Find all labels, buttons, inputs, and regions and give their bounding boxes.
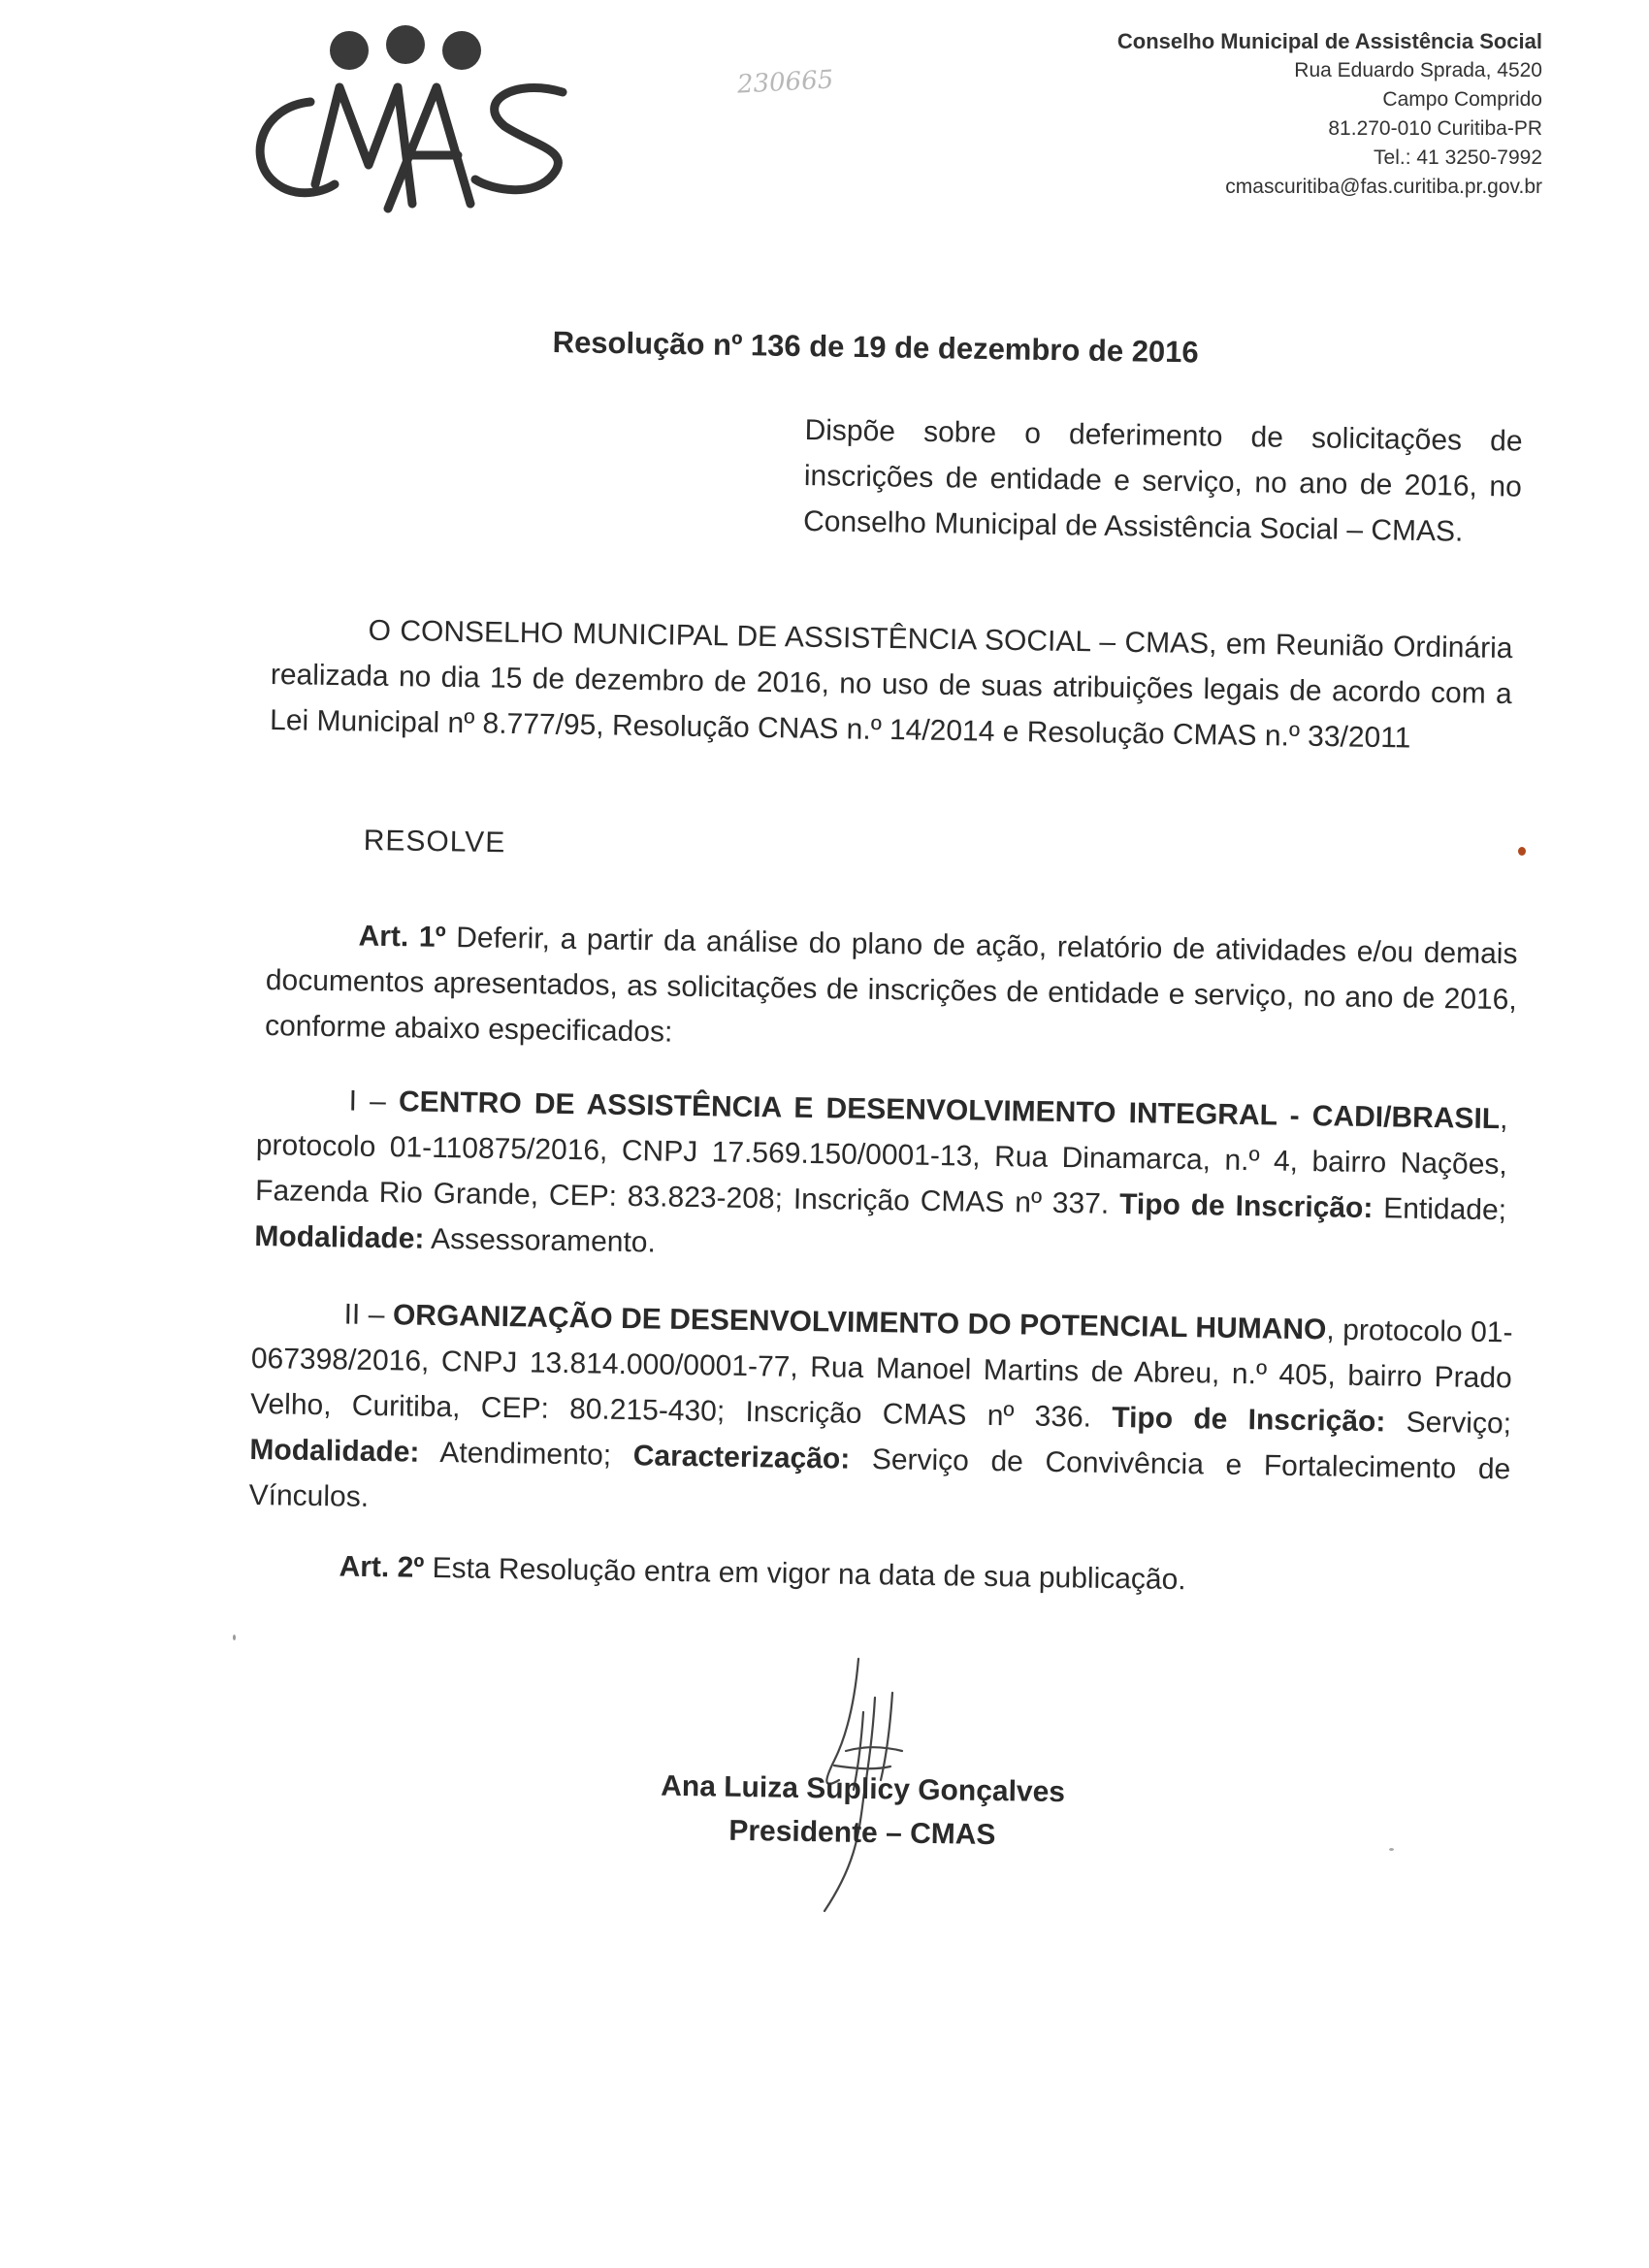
scan-speck (233, 1635, 236, 1640)
item-1 (254, 1077, 1508, 1279)
item-2-tipo-label: Tipo de Inscrição: (1112, 1401, 1386, 1439)
signature-block (620, 1764, 1106, 1859)
letterhead (1117, 27, 1542, 202)
preamble (270, 606, 1513, 762)
article-2-label: Art. 2º (339, 1550, 425, 1584)
email: cmascuritiba@fas.curitiba.pr.gov.br (1225, 176, 1542, 198)
ementa: Dispõe sobre o deferimento de solicitações de inscrições de entidade e serviço, no ano de 2016, no Conselho Municipal de Assistência Social – CMAS. (802, 413, 1523, 548)
item-1-details: , protocolo 01-110875/2016, CNPJ 17.569.150/0001-13, Rua Dinamarca, n.º 4, bairro Nações, Fazenda Rio Grande, CEP: 83.823-208; Inscrição CMAS nº 337. (254, 1103, 1508, 1220)
scan-speck (1518, 847, 1526, 856)
item-2-modalidade-value: Atendimento; (419, 1436, 634, 1473)
cmas-logo-icon (242, 19, 592, 218)
article-1-text: Deferir, a partir da análise do plano de ação, relatório de atividades e/ou demais documentos apresentados, as solicitações de inscrições de entidade e serviço, no ano de 2016, conforme abaixo especificados: (264, 921, 1518, 1049)
article-1-label: Art. 1º (358, 920, 446, 954)
item-2-caracterizacao-value: Serviço de Convivência e Fortalecimento de Vínculos. (248, 1442, 1511, 1513)
item-1-name: CENTRO DE ASSISTÊNCIA E DESENVOLVIMENTO INTEGRAL - CADI/BRASIL (398, 1085, 1501, 1136)
address-street: Rua Eduardo Sprada, 4520 (1294, 59, 1542, 81)
signer-name: Ana Luiza Suplicy Gonçalves (660, 1769, 1066, 1809)
item-2 (248, 1290, 1513, 1538)
item-1-prefix: I – (348, 1085, 400, 1118)
item-1-modalidade-label: Modalidade: (254, 1219, 425, 1255)
item-1-modalidade-value: Assessoramento. (424, 1222, 657, 1259)
scan-speck (1389, 1848, 1394, 1851)
preamble-text: O CONSELHO MUNICIPAL DE ASSISTÊNCIA SOCIAL – CMAS, em Reunião Ordinária realizada no dia 15 de dezembro de 2016, no uso de suas atribuições legais de acordo com a Lei Municipal nº 8.777/95, Resolução CNAS n.º 14/2014 e Resolução CMAS n.º 33/2011 (269, 614, 1513, 755)
page-title: Resolução nº 136 de 19 de dezembro de 2016 (552, 325, 1199, 370)
item-2-modalidade-label: Modalidade: (249, 1433, 420, 1469)
item-1-tipo-label: Tipo de Inscrição: (1118, 1187, 1374, 1225)
article-2-text: Esta Resolução entra em vigor na data de sua publicação. (424, 1551, 1186, 1597)
item-1-tipo-value: Entidade; (1373, 1192, 1507, 1227)
organization-name: Conselho Municipal de Assistência Social (1116, 29, 1542, 53)
item-2-tipo-value: Serviço; (1385, 1406, 1512, 1441)
address-city: 81.270-010 Curitiba-PR (1328, 117, 1542, 140)
item-2-caracterizacao-label: Caracterização: (632, 1440, 851, 1475)
protocol-stamp: 230665 (736, 65, 834, 100)
address-district: Campo Comprido (1382, 88, 1542, 111)
signer-role: Presidente – CMAS (728, 1814, 996, 1852)
article-1 (265, 912, 1518, 1068)
article-2 (246, 1542, 1508, 1607)
phone: Tel.: 41 3250-7992 (1374, 146, 1542, 169)
item-2-prefix: II – (343, 1298, 394, 1332)
item-2-details: , protocolo 01-067398/2016, CNPJ 13.814.000/0001-77, Rua Manoel Martins de Abreu, n.º 405, bairro Prado Velho, Curitiba, CEP: 80.215-430; Inscrição CMAS nº 336. (249, 1313, 1513, 1434)
item-2-name: ORGANIZAÇÃO DE DESENVOLVIMENTO DO POTENCIAL HUMANO (392, 1299, 1327, 1346)
resolve-heading: RESOLVE (363, 825, 506, 859)
